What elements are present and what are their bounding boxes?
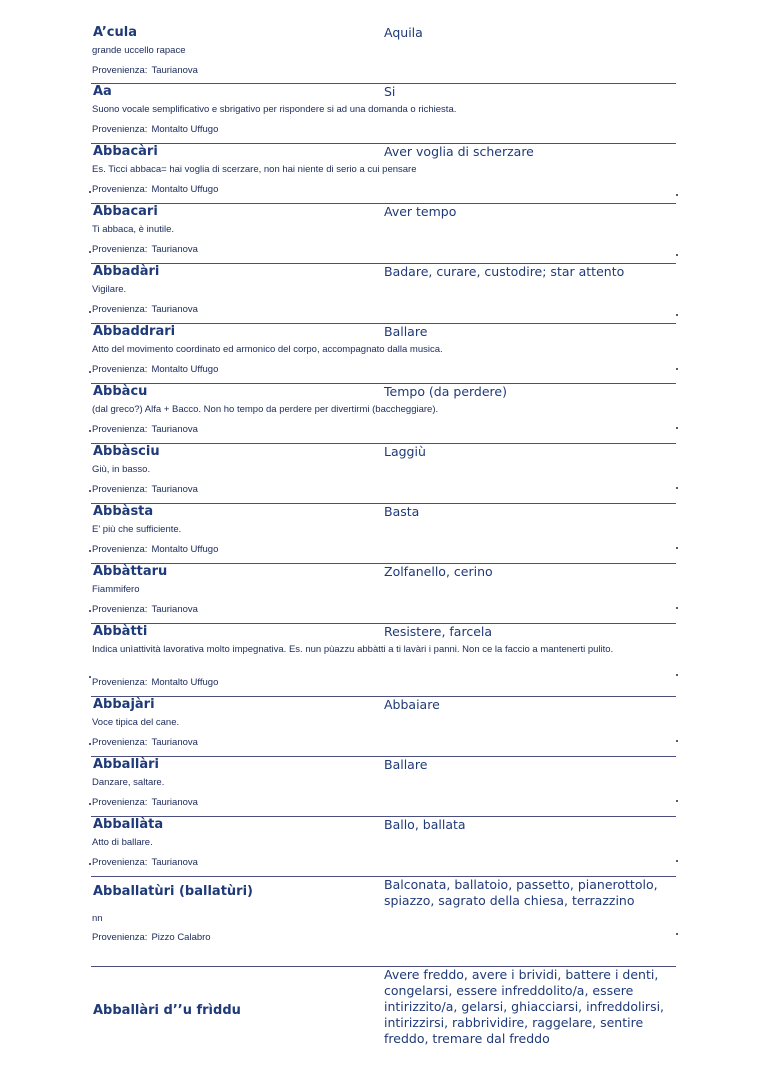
entry-definition: Indica unìattività lavorativa molto impegnativa. Es. nun pùazzu abbàtti a ti lavàri i panni. Non ce la faccio a mantenerti pulito. xyxy=(92,644,614,655)
entry-term: Abballàri d’’u frìddu xyxy=(93,1003,241,1018)
scan-mark xyxy=(676,254,678,256)
dictionary-entry xyxy=(91,504,676,564)
origin-label: Provenienza: xyxy=(92,184,148,195)
entry-translation: Ballare xyxy=(384,757,428,772)
dictionary-entry xyxy=(91,967,676,1087)
dictionary-entry xyxy=(91,384,676,444)
origin-value: Taurianova xyxy=(151,304,198,315)
entry-origin xyxy=(92,484,198,495)
dictionary-list xyxy=(91,25,676,1087)
scan-mark xyxy=(89,610,91,612)
origin-label: Provenienza: xyxy=(92,484,148,495)
scan-mark xyxy=(89,550,91,552)
scan-mark xyxy=(676,487,678,489)
entry-term: Abbaddrari xyxy=(93,324,176,339)
entry-term: Aa xyxy=(93,84,112,99)
scan-mark xyxy=(676,860,678,862)
scan-mark xyxy=(676,607,678,609)
entry-definition: (dal greco?) Alfa + Bacco. Non ho tempo da perdere per divertirmi (baccheggiare). xyxy=(92,404,439,415)
entry-term: Abbàsciu xyxy=(93,444,160,459)
dictionary-entry xyxy=(91,324,676,384)
dictionary-entry xyxy=(91,204,676,264)
scan-mark xyxy=(676,933,678,935)
scan-mark xyxy=(89,371,91,373)
entry-definition: Fiammifero xyxy=(92,584,140,595)
scan-mark xyxy=(676,194,678,196)
entry-translation: Basta xyxy=(384,504,420,519)
origin-value: Taurianova xyxy=(151,857,198,868)
dictionary-entry xyxy=(91,144,676,204)
origin-label: Provenienza: xyxy=(92,737,148,748)
origin-value: Taurianova xyxy=(151,65,198,76)
entry-term: Abbàttaru xyxy=(93,564,168,579)
entry-origin xyxy=(92,544,218,555)
origin-label: Provenienza: xyxy=(92,364,148,375)
scan-mark xyxy=(89,311,91,313)
entry-origin xyxy=(92,424,198,435)
dictionary-entry xyxy=(91,564,676,624)
origin-label: Provenienza: xyxy=(92,544,148,555)
scan-mark xyxy=(676,740,678,742)
entry-definition: Voce tipica del cane. xyxy=(92,717,180,728)
entry-term: Abbacàri xyxy=(93,144,158,159)
entry-definition: Es. Ticci abbaca= hai voglia di scerzare, non hai niente di serio a cui pensare xyxy=(92,164,417,175)
entry-term: Abbadàri xyxy=(93,264,160,279)
scan-mark xyxy=(89,803,91,805)
entry-origin xyxy=(92,304,198,315)
origin-label: Provenienza: xyxy=(92,304,148,315)
entry-translation: Aquila xyxy=(384,25,423,40)
entry-origin xyxy=(92,797,198,808)
origin-value: Taurianova xyxy=(151,484,198,495)
entry-translation: Balconata, ballatoio, passetto, pianerottolo, spiazzo, sagrato della chiesa, terrazzino xyxy=(384,877,658,908)
origin-label: Provenienza: xyxy=(92,424,148,435)
entry-origin xyxy=(92,65,198,76)
entry-term: Abballatùri (ballatùri) xyxy=(93,884,253,899)
entry-term: Abbacari xyxy=(93,204,158,219)
scan-mark xyxy=(676,674,678,676)
entry-definition: E' più che sufficiente. xyxy=(92,524,182,535)
entry-translation: Laggiù xyxy=(384,444,426,459)
entry-origin xyxy=(92,932,211,943)
entry-definition: Ti abbaca, è inutile. xyxy=(92,224,175,235)
entry-origin xyxy=(92,184,218,195)
entry-term: Abballàri xyxy=(93,757,159,772)
dictionary-entry xyxy=(91,757,676,817)
scan-mark xyxy=(89,191,91,193)
entry-origin xyxy=(92,364,218,375)
entry-definition: Atto di ballare. xyxy=(92,837,153,848)
entry-origin xyxy=(92,677,218,688)
entry-definition: Vigilare. xyxy=(92,284,127,295)
entry-origin xyxy=(92,604,198,615)
origin-value: Taurianova xyxy=(151,424,198,435)
entry-translation: Si xyxy=(384,84,396,99)
entry-term: Abballàta xyxy=(93,817,164,832)
scan-mark xyxy=(676,368,678,370)
entry-definition: Danzare, saltare. xyxy=(92,777,165,788)
entry-translation: Abbaiare xyxy=(384,697,440,712)
origin-label: Provenienza: xyxy=(92,604,148,615)
origin-value: Montalto Uffugo xyxy=(151,184,219,195)
entry-translation: Tempo (da perdere) xyxy=(384,384,507,399)
scan-mark xyxy=(89,251,91,253)
entry-translation: Aver tempo xyxy=(384,204,457,219)
dictionary-entry xyxy=(91,877,676,967)
entry-term: Abbàsta xyxy=(93,504,154,519)
entry-translation: Badare, curare, custodire; star attento xyxy=(384,264,625,279)
dictionary-entry xyxy=(91,444,676,504)
dictionary-entry xyxy=(91,84,676,144)
entry-origin xyxy=(92,124,218,135)
scan-mark xyxy=(676,314,678,316)
scan-mark xyxy=(89,490,91,492)
entry-translation: Resistere, farcela xyxy=(384,624,493,639)
entry-origin xyxy=(92,857,198,868)
scan-mark xyxy=(89,430,91,432)
origin-label: Provenienza: xyxy=(92,244,148,255)
entry-origin xyxy=(92,244,198,255)
dictionary-entry xyxy=(91,25,676,84)
dictionary-entry xyxy=(91,264,676,324)
origin-value: Taurianova xyxy=(151,244,198,255)
scan-mark xyxy=(676,547,678,549)
entry-translation: Avere freddo, avere i brividi, battere i denti, congelarsi, essere infreddolito/a, essere intirizzito/a, gelarsi, ghiacciarsi, infreddolirsi, intirizzirsi, rabbrividire, raggelare, sentire freddo, tremare dal freddo xyxy=(384,967,665,1046)
entry-translation: Ballare xyxy=(384,324,428,339)
dictionary-entry xyxy=(91,624,676,697)
entry-origin xyxy=(92,737,198,748)
entry-definition: Suono vocale semplificativo e sbrigativo per rispondere si ad una domanda o richiesta. xyxy=(92,104,457,115)
origin-value: Montalto Uffugo xyxy=(151,364,219,375)
scan-mark xyxy=(676,800,678,802)
entry-definition: Atto del movimento coordinato ed armonico del corpo, accompagnato dalla musica. xyxy=(92,344,443,355)
origin-label: Provenienza: xyxy=(92,797,148,808)
entry-definition: grande uccello rapace xyxy=(92,45,186,56)
origin-value: Montalto Uffugo xyxy=(151,677,219,688)
origin-label: Provenienza: xyxy=(92,65,148,76)
scan-mark xyxy=(676,427,678,429)
entry-definition: nn xyxy=(92,913,103,924)
origin-value: Montalto Uffugo xyxy=(151,544,219,555)
scan-mark xyxy=(89,743,91,745)
entry-definition: Giù, in basso. xyxy=(92,464,151,475)
dictionary-entry xyxy=(91,697,676,757)
origin-label: Provenienza: xyxy=(92,857,148,868)
origin-value: Taurianova xyxy=(151,604,198,615)
origin-value: Taurianova xyxy=(151,737,198,748)
entry-term: Abbàcu xyxy=(93,384,148,399)
dictionary-entry xyxy=(91,817,676,877)
entry-translation: Aver voglia di scherzare xyxy=(384,144,534,159)
scan-mark xyxy=(89,676,91,678)
scan-mark xyxy=(89,863,91,865)
origin-value: Montalto Uffugo xyxy=(151,124,219,135)
entry-term: Abbajàri xyxy=(93,697,155,712)
origin-label: Provenienza: xyxy=(92,932,148,943)
origin-label: Provenienza: xyxy=(92,677,148,688)
entry-term: Abbàtti xyxy=(93,624,148,639)
origin-label: Provenienza: xyxy=(92,124,148,135)
origin-value: Taurianova xyxy=(151,797,198,808)
entry-translation: Ballo, ballata xyxy=(384,817,466,832)
origin-value: Pizzo Calabro xyxy=(151,932,211,943)
entry-translation: Zolfanello, cerino xyxy=(384,564,493,579)
entry-term: A’cula xyxy=(93,25,137,40)
